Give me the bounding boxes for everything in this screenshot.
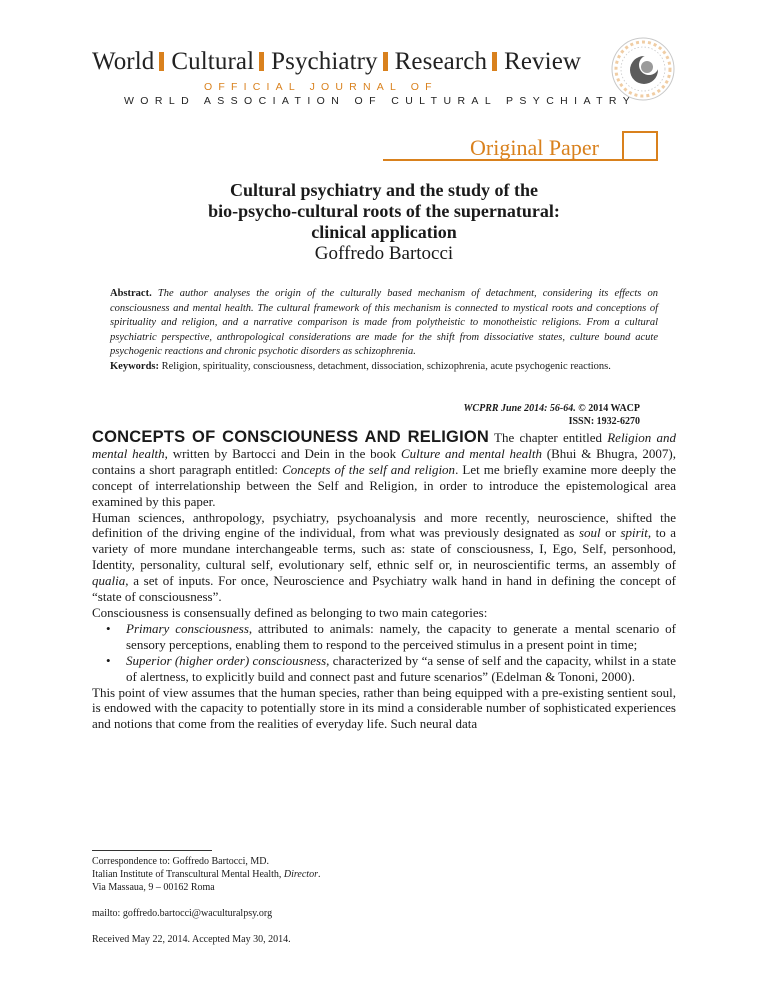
title-line: clinical application bbox=[311, 222, 457, 242]
citation-ref: WCPRR June 2014: 56-64. bbox=[463, 403, 576, 414]
title-line: bio-psycho-cultural roots of the supernatural: bbox=[208, 201, 560, 221]
title-line: Cultural psychiatry and the study of the bbox=[229, 180, 539, 200]
paragraph bbox=[92, 430, 676, 510]
text-run: soul bbox=[578, 525, 601, 541]
text-run: Italian Institute of Transcultural Mental Health, bbox=[92, 869, 282, 880]
association-line: WORLD ASSOCIATION OF CULTURAL PSYCHIATRY bbox=[124, 95, 637, 107]
text-run: , written by Bartocci and Dein in the book bbox=[164, 445, 397, 461]
copyright: © 2014 WACP bbox=[578, 403, 640, 414]
text-run: , characterized by “a sense of self and the capacity, whilst in a state of alertness, to explicitly build and connect past and future scenarios” (Edelman & Tononi, 2000). bbox=[126, 652, 676, 684]
citation-block bbox=[464, 402, 640, 428]
masthead-separator bbox=[492, 52, 497, 71]
paragraph: Consciousness is consensually defined as belonging to two main categories: bbox=[92, 604, 488, 620]
section-heading: CONCEPTS OF CONSCIOUNESS AND RELIGION bbox=[92, 428, 490, 446]
keywords bbox=[110, 360, 658, 375]
paragraph: This point of view assumes that the human species, rather than being equipped with a pre-existing sentient soul, is endowed with the capacity to potentially store in its mind a considerable number of sophisticated experiences and notions that come from the realities of everyday life. Such neural data bbox=[92, 684, 676, 732]
wacp-logo-icon bbox=[610, 36, 676, 102]
bullet-list bbox=[92, 621, 676, 685]
masthead-separator bbox=[259, 52, 264, 71]
received-dates: Received May 22, 2014. Accepted May 30, 2014. bbox=[92, 934, 291, 945]
text-run: The chapter entitled bbox=[494, 430, 602, 445]
body-text bbox=[92, 430, 676, 732]
masthead-separator bbox=[159, 52, 164, 71]
paper-title bbox=[100, 180, 668, 243]
abstract-label: Abstract. bbox=[110, 288, 152, 299]
paper-type-box bbox=[622, 131, 658, 161]
text-run: Primary consciousness bbox=[126, 620, 249, 636]
text-run: Religion and mental health bbox=[92, 430, 677, 461]
text-run: (Bhui & Bhugra, 2007), contains a short paragraph entitled: bbox=[92, 445, 677, 477]
text-run: , attributed to animals: namely, the capacity to generate a mental scenario of sensory perceptions, enabling them to respond to the perceived stimulus in a present point in time; bbox=[126, 620, 676, 652]
abstract bbox=[110, 287, 658, 360]
official-journal-line: OFFICIAL JOURNAL OF bbox=[204, 81, 438, 93]
footnote-rule bbox=[92, 850, 212, 851]
masthead-word: Cultural bbox=[171, 48, 255, 75]
text-run: Human sciences, anthropology, psychiatry, psychoanalysis and more recently, neuroscience, shifted the definition of the driving engine of the individual, from what was previously designated as bbox=[92, 509, 676, 541]
masthead-word: World bbox=[92, 48, 155, 75]
list-item: • Superior (higher order) consciousness, characterized by “a sense of self and the capacity, whilst in a state of alertness, to explicitly build and connect past and future scenarios” (Edelman & Tononi, 2000). bbox=[106, 652, 676, 684]
paper-type-label: Original Paper bbox=[470, 135, 599, 160]
text-run: Superior (higher order) consciousness bbox=[126, 652, 327, 668]
text-run: or bbox=[605, 525, 616, 541]
keywords-text: Religion, spirituality, consciousness, detachment, dissociation, schizophrenia, acute psychogenic reactions. bbox=[161, 361, 611, 372]
list-item: • Primary consciousness, attributed to animals: namely, the capacity to generate a mental scenario of sensory perceptions, enabling them to respond to the perceived stimulus in a present point in time; bbox=[106, 620, 676, 652]
text-run: . bbox=[317, 869, 321, 880]
email-link[interactable]: mailto: goffredo.bartocci@waculturalpsy.org bbox=[92, 908, 273, 919]
author-name: Goffredo Bartocci bbox=[314, 243, 454, 264]
text-run: Director bbox=[283, 869, 318, 880]
text-run: . Let me briefly examine more deeply the concept of interrelationship between the Self and Religion, in order to introduce the epistemological area examined by this paper. bbox=[92, 461, 676, 509]
affiliation bbox=[92, 868, 320, 881]
text-run: , a set of inputs. For once, Neuroscience and Psychiatry walk hand in hand in defining the concept of “state of consciousness”. bbox=[92, 573, 676, 605]
masthead-word: Psychiatry bbox=[271, 48, 378, 75]
text-run: , to a variety of more mundane interchangeable terms, such as: state of consciousness, I, Ego, Self, personhood, Identity, personality, cultural self, evolutionary self, ethnic self or, in neuroscientific terms, an assembly of bbox=[92, 525, 677, 573]
keywords-label: Keywords: bbox=[110, 361, 159, 372]
text-run: spirit bbox=[620, 525, 648, 541]
masthead-word: Review bbox=[504, 48, 582, 75]
correspondence: Correspondence to: Goffredo Bartocci, MD. bbox=[92, 856, 269, 867]
text-run: qualia bbox=[92, 573, 126, 589]
masthead-separator bbox=[383, 52, 388, 71]
text-run: Concepts of the self and religion bbox=[282, 461, 456, 477]
address: Via Massaua, 9 – 00162 Roma bbox=[92, 882, 215, 893]
text-run: Culture and mental health bbox=[400, 445, 542, 461]
abstract-text: The author analyses the origin of the culturally based mechanism of detachment, considering its effects on consciousness and mental health. The cultural framework of this mechanism is connected to mystical roots and conceptions of spirituality and religion, and a narrative comparison is made from polytheistic to monotheistic religions. From a cultural psychiatric perspective, anthropological considerations are made for the shift from dissociative states, culture bound acute psychogenic reactions and chronic psychotic disorders as schizophrenia. bbox=[110, 288, 659, 357]
masthead-word: Research bbox=[394, 48, 488, 75]
footnote bbox=[92, 855, 320, 946]
issn: ISSN: 1932-6270 bbox=[568, 416, 640, 427]
journal-masthead bbox=[92, 48, 581, 76]
paragraph bbox=[92, 510, 676, 605]
